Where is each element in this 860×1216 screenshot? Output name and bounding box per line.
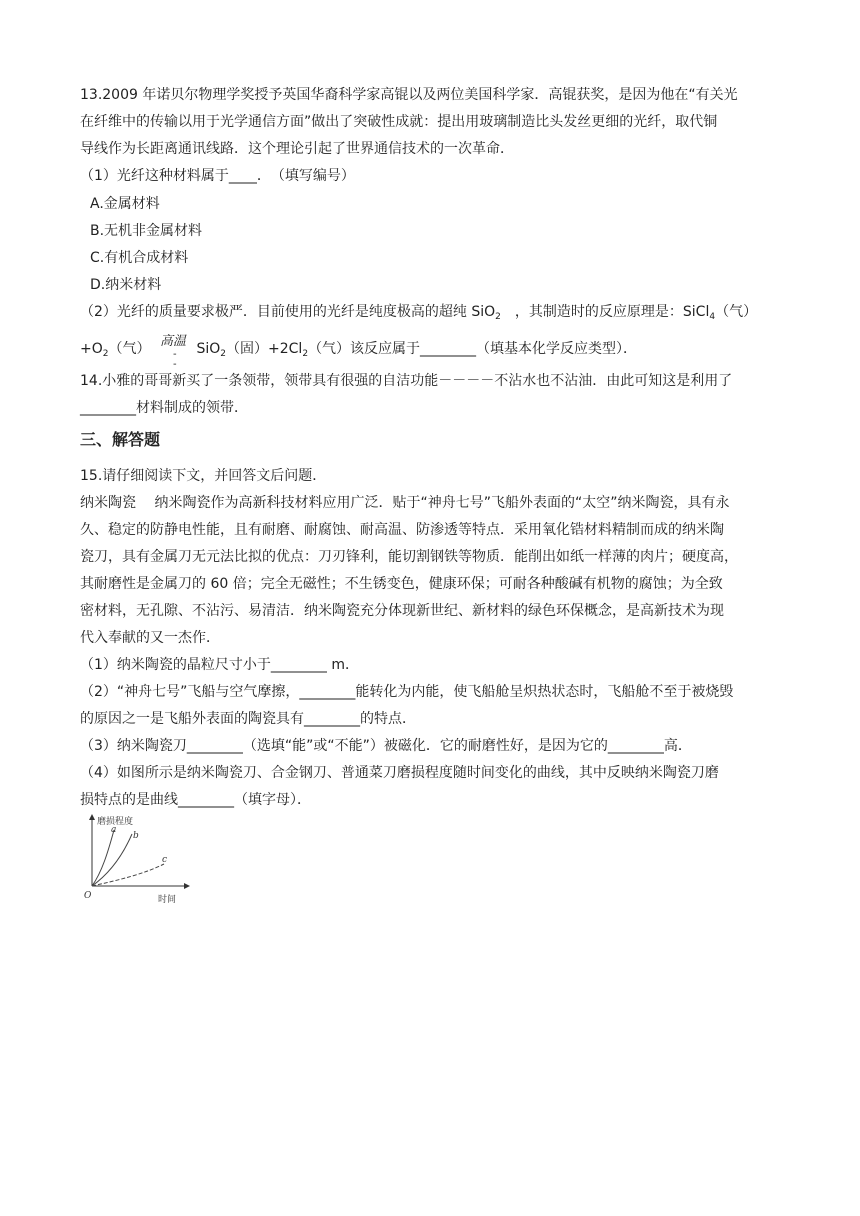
q15-sub-question-2-line-1: （2）“神舟七号”飞船与空气摩擦，________能转化为内能，使飞船舱呈炽热状态时，飞船舱不至于被烧毁 bbox=[80, 684, 734, 700]
y-axis-label: 磨损程度 bbox=[97, 817, 134, 827]
q14-line-2: ________材料制成的领带． bbox=[80, 400, 248, 416]
curve-c-label: c bbox=[162, 855, 168, 865]
q15-passage-line-6: 代入奉献的又一杰作． bbox=[80, 630, 220, 646]
q13-sub-question-1: （1）光纤这种材料属于____． （填写编号） bbox=[80, 168, 355, 184]
q15-intro: 15.请仔细阅读下文，并回答文后问题． bbox=[80, 468, 327, 484]
q13-stem-line-2: 在纤维中的传输以用于光学通信方面”做出了突破性成就：提出用玻璃制造比头发丝更细的光纤，取代铜 bbox=[80, 114, 718, 130]
q13-option-c: C.有机合成材料 bbox=[90, 250, 189, 266]
x-axis-arrow bbox=[184, 883, 190, 889]
x-axis-label: 时间 bbox=[158, 895, 177, 905]
q15-passage-line-3: 瓷刀，具有金属刀无元法比拟的优点：刀刃锋利，能切割钢铁等物质．能削出如纸一样薄的肉片；硬度高， bbox=[80, 549, 738, 565]
subscript: 4 bbox=[709, 312, 716, 322]
reaction-condition: 高温 bbox=[160, 334, 187, 349]
equation-text: （气） bbox=[108, 341, 151, 357]
subscript: 2 bbox=[102, 349, 109, 359]
q13-stem-line-3: 导线作为长距离通讯线路．这个理论引起了世界通信技术的一次革命． bbox=[80, 141, 514, 157]
section-title: 三、解答题 bbox=[80, 430, 161, 449]
equation-text: （固）+2Cl bbox=[226, 341, 303, 357]
q13-option-b: B.无机非金属材料 bbox=[90, 223, 203, 239]
q15-passage-line-4: 其耐磨性是金属刀的 60 倍；完全无磁性；不生锈变色，健康环保；可耐各种酸碱有机物的腐蚀；为全致 bbox=[80, 576, 723, 592]
curve-c bbox=[92, 864, 164, 886]
q13-sub2-text: （2）光纤的质量要求极严．目前使用的光纤是纯度极高的超纯 SiO bbox=[80, 304, 496, 320]
q13-option-d: D.纳米材料 bbox=[90, 277, 162, 293]
q15-sub-question-1: （1）纳米陶瓷的晶粒尺寸小于________ m． bbox=[80, 657, 359, 673]
q13-sub2-text: （气） bbox=[715, 304, 758, 320]
q13-sub2-text: ，其制造时的反应原理是：SiCl bbox=[500, 304, 710, 320]
equation-text: （气）该反应属于________（填基本化学反应类型）． bbox=[308, 341, 638, 357]
equation-text: SiO bbox=[196, 341, 221, 357]
subscript: 2 bbox=[302, 349, 309, 359]
subscript: 2 bbox=[220, 349, 227, 359]
subscript: 2 bbox=[495, 312, 501, 322]
reaction-arrow-mark: - - bbox=[173, 349, 177, 370]
origin-label: O bbox=[84, 891, 92, 901]
q13-option-a: A.金属材料 bbox=[90, 196, 160, 212]
q13-sub-question-2-line-2 bbox=[80, 336, 780, 368]
q15-passage-line-2: 久、稳定的防静电性能，且有耐磨、耐腐蚀、耐高温、防渗透等特点．采用氧化锆材料精制而成的纳米陶 bbox=[80, 522, 724, 538]
equation-text: +O bbox=[80, 341, 103, 357]
q13-stem-line-1: 13.2009 年诺贝尔物理学奖授予英国华裔科学家高锟以及两位美国科学家．高锟获奖，是因为他在“有关光 bbox=[80, 87, 738, 103]
curve-b-label: b bbox=[133, 831, 139, 841]
q15-passage-line-1: 纳米陶瓷 纳米陶瓷作为高新科技材料应用广泛．贴于“神舟七号”飞船外表面的“太空”纳米陶瓷，具有永 bbox=[80, 495, 730, 511]
y-axis-arrow bbox=[89, 814, 95, 820]
q15-sub-question-4-line-1: （4）如图所示是纳米陶瓷刀、合金钢刀、普通菜刀磨损程度随时间变化的曲线，其中反映纳米陶瓷刀磨 bbox=[80, 765, 719, 781]
q15-sub-question-2-line-2: 的原因之一是飞船外表面的陶瓷具有________的特点． bbox=[80, 711, 416, 727]
q14-line-1: 14.小雅的哥哥新买了一条领带，领带具有很强的自洁功能－－－－不沾水也不沾油．由此可知这是利用了 bbox=[80, 373, 733, 389]
q15-sub-question-4-line-2: 损特点的是曲线________（填字母）． bbox=[80, 792, 311, 808]
curve-b bbox=[92, 834, 132, 886]
q15-passage-line-5: 密材料，无孔隙、不沾污、易清洁．纳米陶瓷充分体现新世纪、新材料的绿色环保概念，是高新技术为现 bbox=[80, 603, 724, 619]
curve-a-label: a bbox=[111, 825, 117, 835]
q15-sub-question-3: （3）纳米陶瓷刀________（选填“能”或“不能”）被磁化．它的耐磨性好，是因为它的________高． bbox=[80, 738, 692, 754]
wear-curve-figure bbox=[84, 812, 194, 907]
q13-sub-question-2-line-1 bbox=[80, 299, 780, 331]
